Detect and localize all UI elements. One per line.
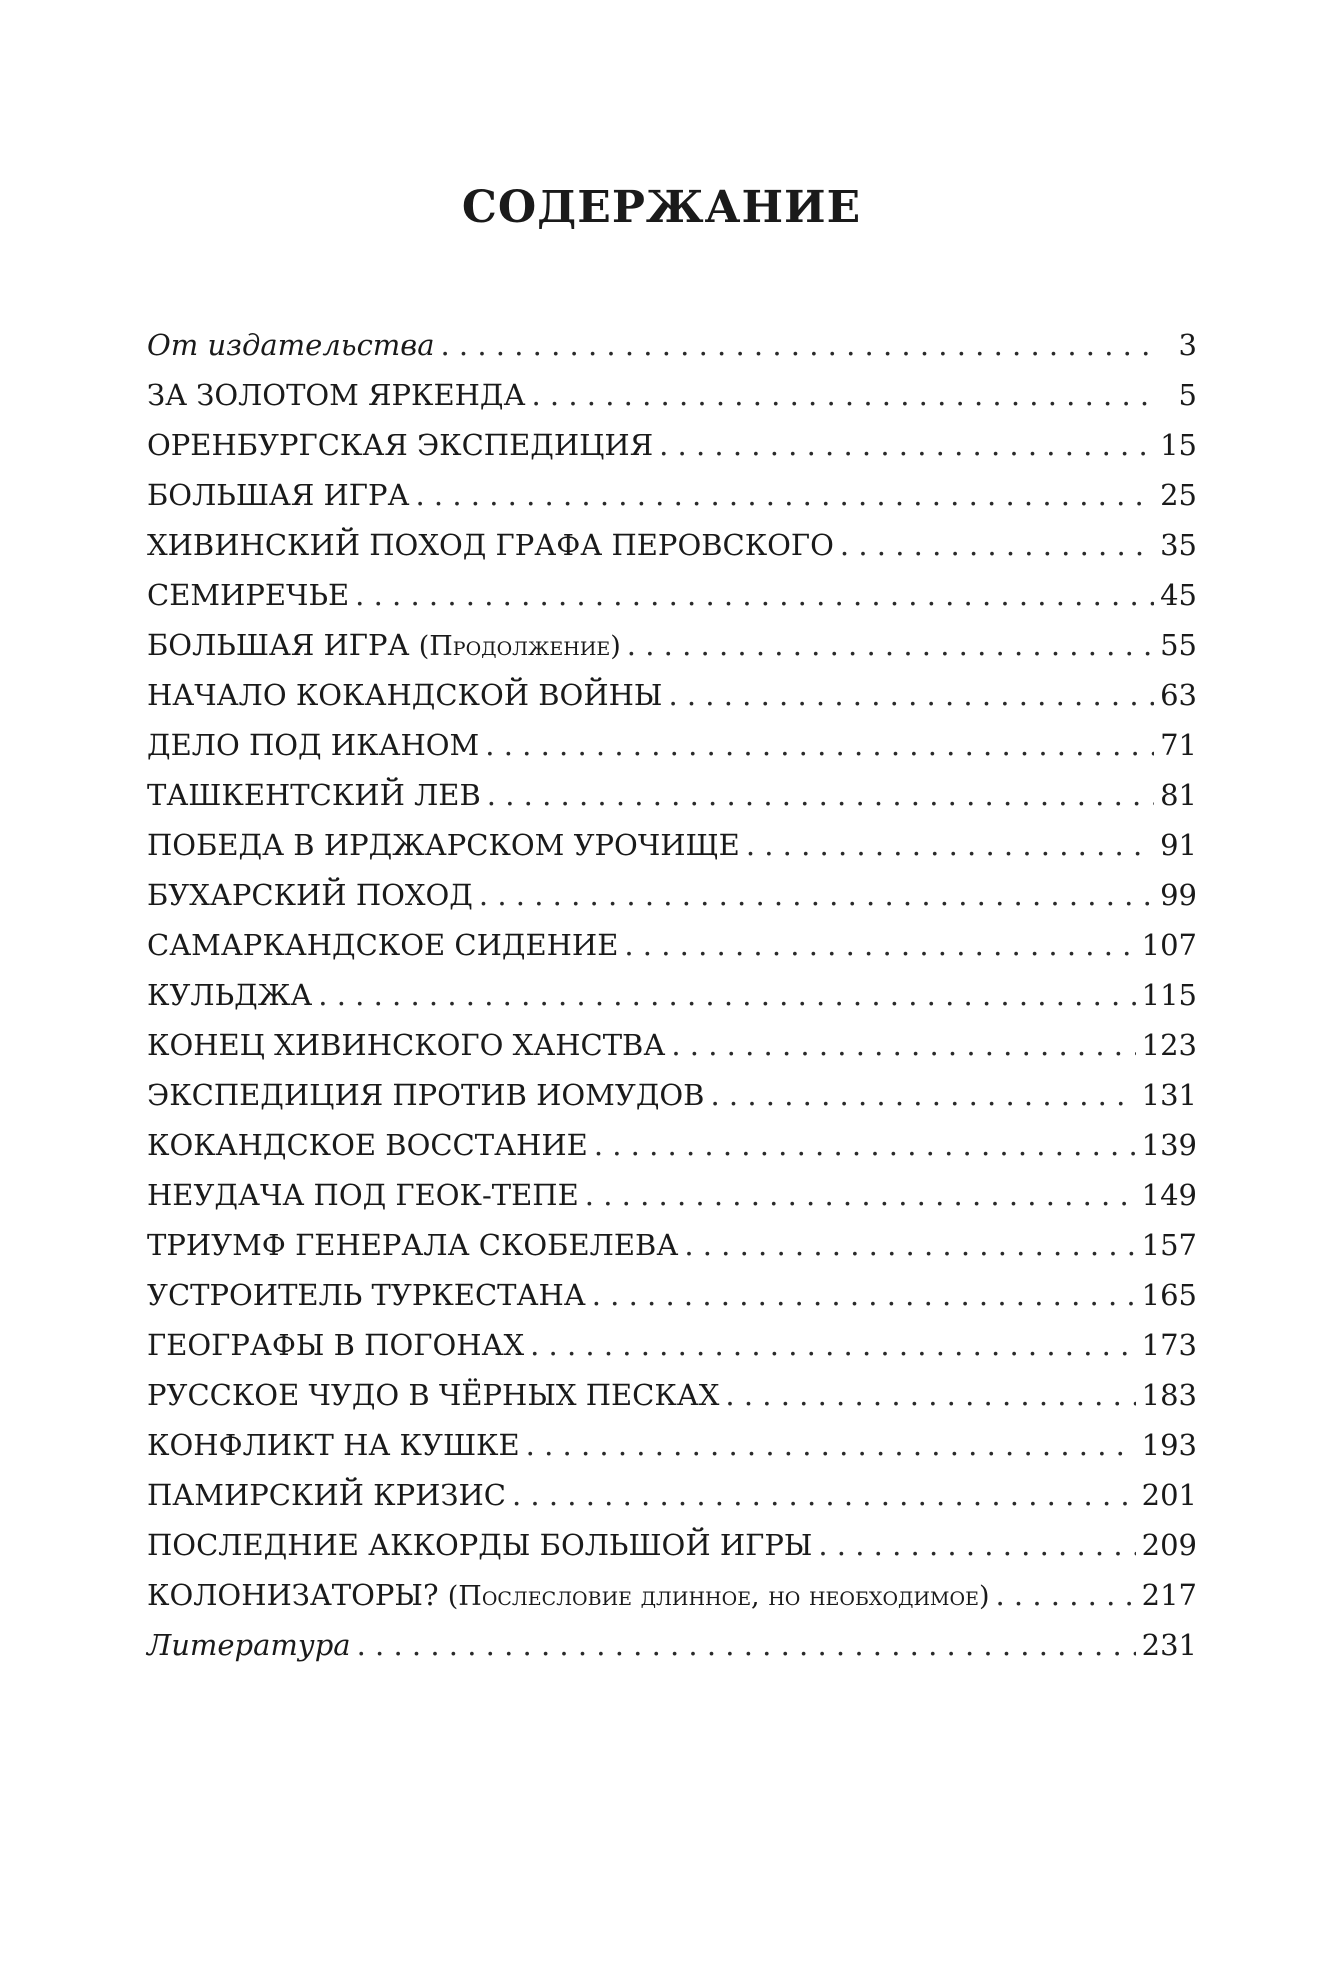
toc-entry[interactable] [147,770,1197,820]
toc-entry-main-title: ПОБЕДА В ИРДЖАРСКОМ УРОЧИЩЕ [147,828,740,862]
toc-entry-main-title: БОЛЬШАЯ ИГРА [147,478,410,512]
toc-entry[interactable] [147,1370,1197,1420]
toc-entry[interactable] [147,970,1197,1020]
dot-leader [479,870,1154,920]
toc-entry-main-title: КОНЕЦ ХИВИНСКОГО ХАНСТВА [147,1028,666,1062]
toc-entry-title [147,570,349,620]
toc-entry-page-number: 91 [1160,828,1197,862]
dot-leader [526,1420,1136,1470]
dot-leader [585,1170,1136,1220]
toc-entry-main-title: КОНФЛИКТ НА КУШКЕ [147,1428,520,1462]
dot-leader [485,720,1154,770]
toc-entry-main-title: КУЛЬДЖА [147,978,313,1012]
toc-entry-main-title: ХИВИНСКИЙ ПОХОД ГРАФА ПЕРОВСКОГО [147,528,834,562]
toc-entry[interactable] [147,870,1197,920]
toc-entry-main-title: НАЧАЛО КОКАНДСКОЙ ВОЙНЫ [147,678,663,712]
toc-entry-page-number: 15 [1160,428,1197,462]
toc-entry-main-title: ОРЕНБУРГСКАЯ ЭКСПЕДИЦИЯ [147,428,654,462]
dot-leader [416,470,1155,520]
toc-entry-title [147,870,473,920]
toc-entry-title [147,1070,705,1120]
toc-entry-page-number: 173 [1141,1328,1197,1362]
toc-entry-title [147,520,834,570]
toc-entry-title [147,1520,812,1570]
toc-entry[interactable] [147,1320,1197,1370]
toc-entry-title [147,1270,586,1320]
toc-entry-main-title: Литература [147,1628,351,1662]
toc-entry[interactable] [147,370,1197,420]
toc-entry[interactable] [147,320,1197,370]
toc-entry-page-number: 63 [1160,678,1197,712]
toc-entry-title [147,1470,506,1520]
dot-leader [624,920,1135,970]
toc-entry-main-title: НЕУДАЧА ПОД ГЕОК-ТЕПЕ [147,1178,579,1212]
toc-entry[interactable] [147,420,1197,470]
dot-leader [357,1620,1136,1670]
dot-leader [746,820,1154,870]
toc-entry[interactable] [147,920,1197,970]
toc-entry-page-number: 55 [1160,628,1197,662]
toc-entry-main-title: УСТРОИТЕЛЬ ТУРКЕСТАНА [147,1278,586,1312]
toc-entry-main-title: ПОСЛЕДНИЕ АККОРДЫ БОЛЬШОЙ ИГРЫ [147,1528,813,1562]
toc-entry-title [147,1620,351,1670]
dot-leader [725,1370,1135,1420]
toc-entry-main-title: ГЕОГРАФЫ В ПОГОНАХ [147,1328,525,1362]
toc-entry-page-number: 157 [1141,1228,1197,1262]
toc-entry[interactable] [147,670,1197,720]
toc-entry-title [147,1220,678,1270]
toc-entry-title [147,1120,588,1170]
toc-entry-page-number: 193 [1141,1428,1197,1462]
toc-entry-title [147,970,312,1020]
toc-entry-subtitle: (Продолжение) [418,631,621,662]
toc-entry-title [147,770,481,820]
toc-entry[interactable] [147,1620,1197,1670]
toc-entry-page-number: 131 [1141,1078,1197,1112]
dot-leader [592,1270,1136,1320]
dot-leader [840,520,1154,570]
toc-entry-title [147,1170,579,1220]
toc-entry-main-title: БУХАРСКИЙ ПОХОД [147,878,473,912]
toc-entry-page-number: 201 [1141,1478,1197,1512]
toc-entry-title [147,1570,990,1622]
toc-entry-page-number: 45 [1160,578,1197,612]
toc-entry[interactable] [147,820,1197,870]
toc-entry-title [147,820,740,870]
toc-entry[interactable] [147,1120,1197,1170]
dot-leader [594,1120,1136,1170]
toc-entry[interactable] [147,720,1197,770]
toc-entry-title [147,1370,719,1420]
toc-entry-main-title: ТАШКЕНТСКИЙ ЛЕВ [147,778,481,812]
dot-leader [530,1320,1136,1370]
toc-entry-main-title: ПАМИРСКИЙ КРИЗИС [147,1478,506,1512]
toc-entry-main-title: От издательства [147,328,435,362]
toc-entry-title [147,470,410,520]
toc-entry-title [147,370,525,420]
toc-entry[interactable] [147,570,1197,620]
toc-entry-page-number: 35 [1160,528,1197,562]
dot-leader [996,1570,1136,1620]
toc-entry[interactable] [147,1020,1197,1070]
dot-leader [440,320,1161,370]
toc-entry-subtitle: (Послесловие длинное, но необходимое) [447,1581,990,1612]
dot-leader [671,1020,1135,1070]
dot-leader [711,1070,1136,1120]
toc-entry[interactable] [147,1570,1197,1620]
toc-entry-page-number: 183 [1141,1378,1197,1412]
dot-leader [318,970,1135,1020]
dot-leader [668,670,1154,720]
dot-leader [355,570,1154,620]
toc-entry-page-number: 99 [1160,878,1197,912]
toc-entry[interactable] [147,1420,1197,1470]
dot-leader [818,1520,1135,1570]
toc-entry-main-title: ЭКСПЕДИЦИЯ ПРОТИВ ИОМУДОВ [147,1078,705,1112]
toc-entry-page-number: 217 [1141,1578,1197,1612]
toc-entry-page-number: 165 [1141,1278,1197,1312]
toc-entry-title [147,920,618,970]
toc-entry-main-title: РУССКОЕ ЧУДО В ЧЁРНЫХ ПЕСКАХ [147,1378,720,1412]
table-of-contents [147,320,1197,1670]
dot-leader [684,1220,1135,1270]
toc-entry[interactable] [147,620,1197,670]
toc-entry-page-number: 149 [1141,1178,1197,1212]
toc-entry-title [147,320,434,370]
toc-entry-page-number: 71 [1160,728,1197,762]
toc-entry-main-title: БОЛЬШАЯ ИГРА [147,628,410,662]
dot-leader [659,420,1154,470]
dot-leader [531,370,1161,420]
toc-entry[interactable] [147,1470,1197,1520]
toc-entry-page-number: 231 [1141,1628,1197,1662]
dot-leader [512,1470,1136,1520]
toc-entry-main-title: КОЛОНИЗАТОРЫ? [147,1578,439,1612]
toc-entry-main-title: САМАРКАНДСКОЕ СИДЕНИЕ [147,928,619,962]
toc-entry-main-title: ЗА ЗОЛОТОМ ЯРКЕНДА [147,378,526,412]
toc-entry-page-number: 123 [1141,1028,1197,1062]
toc-entry[interactable] [147,520,1197,570]
toc-entry-page-number: 107 [1141,928,1197,962]
toc-entry-main-title: ТРИУМФ ГЕНЕРАЛА СКОБЕЛЕВА [147,1228,679,1262]
toc-entry-title [147,1420,520,1470]
page-title: СОДЕРЖАНИЕ [461,182,862,233]
toc-entry-title [147,670,662,720]
toc-entry[interactable] [147,470,1197,520]
toc-entry-page-number: 25 [1160,478,1197,512]
toc-entry[interactable] [147,1270,1197,1320]
toc-entry-title [147,620,621,672]
toc-entry-title [147,1320,524,1370]
toc-entry[interactable] [147,1170,1197,1220]
toc-entry-page-number: 209 [1141,1528,1197,1562]
toc-entry-main-title: КОКАНДСКОЕ ВОССТАНИЕ [147,1128,588,1162]
toc-entry-page-number: 81 [1160,778,1197,812]
toc-entry-main-title: ДЕЛО ПОД ИКАНОМ [147,728,480,762]
toc-entry-page-number: 5 [1178,378,1197,412]
toc-entry[interactable] [147,1520,1197,1570]
toc-entry-page-number: 139 [1141,1128,1197,1162]
toc-entry[interactable] [147,1220,1197,1270]
toc-entry-title [147,720,479,770]
toc-entry-title [147,420,653,470]
toc-entry-page-number: 3 [1178,328,1197,362]
toc-entry-title [147,1020,665,1070]
toc-entry[interactable] [147,1070,1197,1120]
dot-leader [627,620,1154,670]
dot-leader [487,770,1154,820]
toc-entry-main-title: СЕМИРЕЧЬЕ [147,578,350,612]
toc-entry-page-number: 115 [1141,978,1197,1012]
